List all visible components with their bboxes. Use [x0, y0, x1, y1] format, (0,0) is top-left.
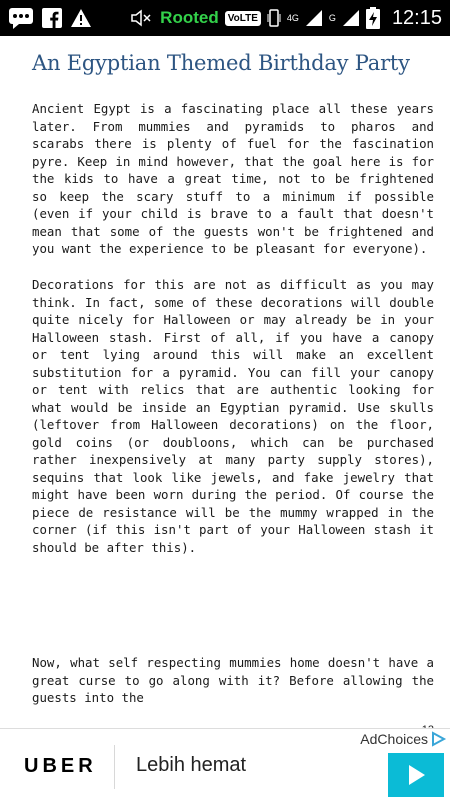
chat-icon [8, 7, 34, 29]
rooted-label: Rooted [160, 8, 219, 27]
ad-cta-button[interactable] [388, 753, 444, 797]
mute-icon [130, 8, 154, 28]
status-bar [0, 0, 450, 36]
volte-badge: VoLTE [225, 11, 261, 26]
notification-icons [8, 7, 92, 29]
paragraph: Decorations for this are not as difficult as you may think. In fact, some of these decorations will double quite nicely for Halloween or may already be in your Halloween stash. First of all, if you have a canopy or tent lying around this will make an excellent substitution for a pyramid. You can fill your canopy or tent with relics that are authentic looking for what would be inside an Egyptian pyramid. Use skulls (leftover from Halloween decorations) on the floor, gold coins (or doubloons, which can be purchased rather inexpensively at many party supply stores), sequins that look like jewels, and fake jewelry that might have been worn during the period. Of course the piece de resistance will be the mummy wrapped in the corner (if this isn't part of your Halloween stash it should be after this). [32, 277, 434, 555]
document-page[interactable] [0, 36, 450, 728]
signal-icon [342, 9, 360, 27]
play-arrow-icon [406, 764, 426, 786]
paragraph: Ancient Egypt is a fascinating place all these years later. From mummies and pyramids to pharos and scarabs there is plenty of fuel for the fascination pyre. Keep in mind however, that the goal here is for the kids to have a great time, not to be frightened so keep the scary stuff to a minimum if possible (even if your child is brave to a fault that doesn't mean that some of the guests won't be frightened and you want the experience to be pleasant for everyone). [32, 101, 434, 256]
battery-charging-icon [366, 7, 380, 29]
network-4g-label: 4G [286, 12, 299, 23]
adchoices-icon [430, 731, 446, 747]
ad-headline[interactable]: Lebih hemat [136, 754, 247, 776]
ad-brand-logo[interactable]: UBER [24, 755, 97, 777]
adchoices-link[interactable] [360, 731, 446, 747]
ad-banner[interactable] [0, 728, 450, 800]
adchoices-label: AdChoices [360, 731, 428, 747]
signal-icon [305, 9, 323, 27]
facebook-icon [42, 8, 62, 28]
ad-divider [114, 745, 115, 789]
document-title: An Egyptian Themed Birthday Party [32, 51, 410, 75]
vibrate-icon [267, 8, 281, 28]
paragraph: Now, what self respecting mummies home doesn't have a great curse to go along with it? Before allowing the guests into the [32, 655, 434, 705]
clock: 12:15 [391, 6, 442, 29]
warning-icon [70, 8, 92, 28]
system-icons [130, 7, 442, 30]
network-g-label: G [328, 12, 336, 23]
